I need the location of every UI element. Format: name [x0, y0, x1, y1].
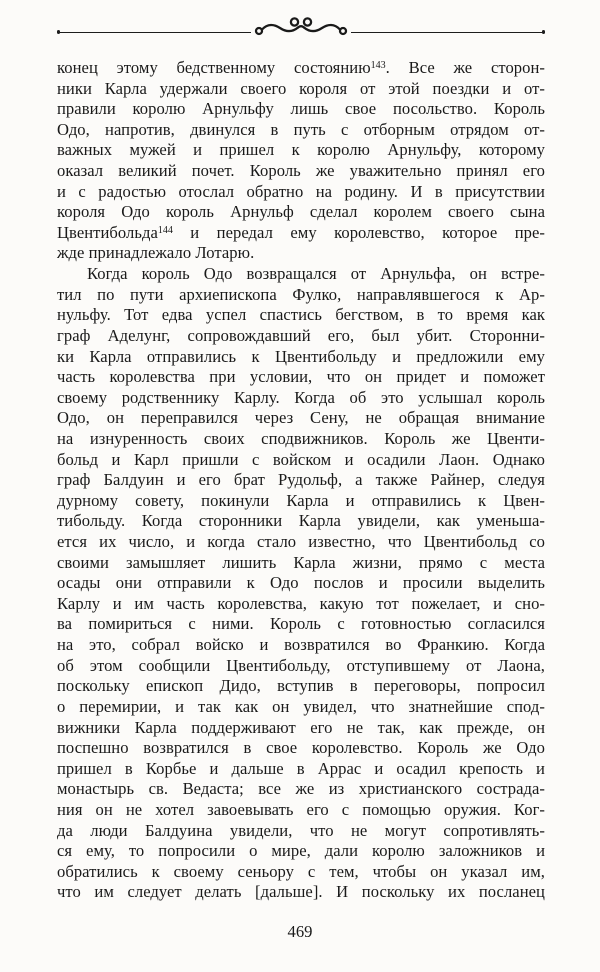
scroll-flourish-icon	[253, 15, 349, 44]
text-line: оказал великий почет. Король же уважительно принял его	[57, 161, 545, 181]
text-line: на это, собрал войско и возвратился во Франкию. Когда	[57, 635, 545, 655]
text-line: ния он не хотел завоевывать его с помощью оружия. Ког-	[57, 799, 545, 819]
text-line: ники Карла удержали своего короля от этой поездки и от-	[57, 78, 545, 98]
text-line: ся ему, то попросили о мире, дали королю заложников и	[57, 841, 545, 861]
divider-end-dot-right	[542, 30, 545, 33]
text-line: граф Балдуин и его брат Рудольф, а также Райнер, следуя	[57, 470, 545, 490]
text-line: ки Карла отправились к Цвентибольду и предложили ему	[57, 346, 545, 366]
text-line: об этом сообщили Цвентибольду, отступившему от Лаона,	[57, 655, 545, 675]
text-line	[57, 223, 545, 244]
text-line: дурному совету, покинули Карла и отправились к Цвен-	[57, 490, 545, 510]
text-line: своими замышляет лишить Карла жизни, прямо с места	[57, 552, 545, 572]
text-line: и с радостью отослал обратно на родину. И в присутствии	[57, 181, 545, 201]
text-line: о перемирии, и так как он увидел, что знатнейшие спод-	[57, 696, 545, 716]
text-line: больд и Карл пришли с войском и осадили Лаон. Однако	[57, 449, 545, 469]
text-line: Одо, он переправился через Сену, не обращая внимание	[57, 408, 545, 428]
text-line: ется их число, и когда стало известно, что Цвентибольд со	[57, 532, 545, 552]
line-text: конец этому бедственному состоянию	[57, 58, 371, 77]
text-line: часть королевства при условии, что он придет и поможет	[57, 367, 545, 387]
text-line: ва помириться с ними. Король с готовностью согласился	[57, 614, 545, 634]
text-line: осады они отправили к Одо послов и просили выделить	[57, 573, 545, 593]
text-line: жде принадлежало Лотарю.	[57, 243, 255, 263]
text-line: поспешно возвратился в свое королевство. Король же Одо	[57, 738, 545, 758]
paragraph-1	[57, 58, 545, 264]
divider-end-dot-left	[57, 30, 60, 33]
text-line: монастырь св. Ведаста; все же из христианского сострада-	[57, 779, 545, 799]
text-line: своему родственнику Карлу. Когда об это услышал король	[57, 387, 545, 407]
text-line: Когда король Одо возвращался от Арнульфа, он встре-	[87, 264, 545, 284]
page-number: 469	[287, 922, 313, 941]
text-line: пришел в Корбье и дальше в Аррас и осадил крепость и	[57, 758, 545, 778]
text-line	[57, 58, 545, 79]
text-line: тибольду. Когда сторонники Карла увидели, как уменьша-	[57, 511, 545, 531]
line-text: . Все же сторон-	[385, 58, 545, 77]
text-line: поскольку епископ Дидо, вступив в переговоры, попросил	[57, 676, 545, 696]
footnote-ref: 144	[157, 224, 173, 236]
text-line: обратились к своему сеньору с тем, чтобы он указал им,	[57, 861, 545, 881]
text-line: на изнуренность своих сподвижников. Король же Цвенти-	[57, 428, 545, 448]
text-line: да люди Балдуина увидели, что не могут сопротивлять-	[57, 820, 545, 840]
text-line: правили королю Арнульфу лишь свое посольство. Король	[57, 99, 545, 119]
header-divider	[57, 20, 545, 44]
line-text: и передал ему королевство, которое пре-	[172, 222, 545, 242]
text-line: Одо, напротив, двинулся в путь с отборным отрядом от-	[57, 119, 545, 139]
text-line: тил по пути архиепископа Фулко, направлявшегося к Ар-	[57, 284, 545, 304]
text-line: нульфу. Тот едва успел спастись бегством, в то время как	[57, 305, 545, 325]
text-line: важных мужей и пришел к королю Арнульфу, которому	[57, 140, 545, 160]
text-line: короля Одо король Арнульф сделал королем своего сына	[57, 202, 545, 222]
paragraph-2	[57, 264, 545, 903]
text-line: граф Аделунг, сопровождавший его, был убит. Сторонни-	[57, 325, 545, 345]
text-line: что им следует делать [дальше]. И поскольку их посланец	[57, 882, 545, 902]
line-text: Цвентибольда	[57, 222, 158, 242]
divider-line-left	[57, 32, 251, 33]
text-line: Карлу и им часть королевства, какую тот пожелает, и сно-	[57, 593, 545, 613]
footnote-ref: 143	[370, 60, 386, 71]
divider-line-right	[351, 32, 545, 33]
text-block	[57, 58, 545, 903]
text-line: вижники Карла поддерживают его не так, как прежде, он	[57, 717, 545, 737]
